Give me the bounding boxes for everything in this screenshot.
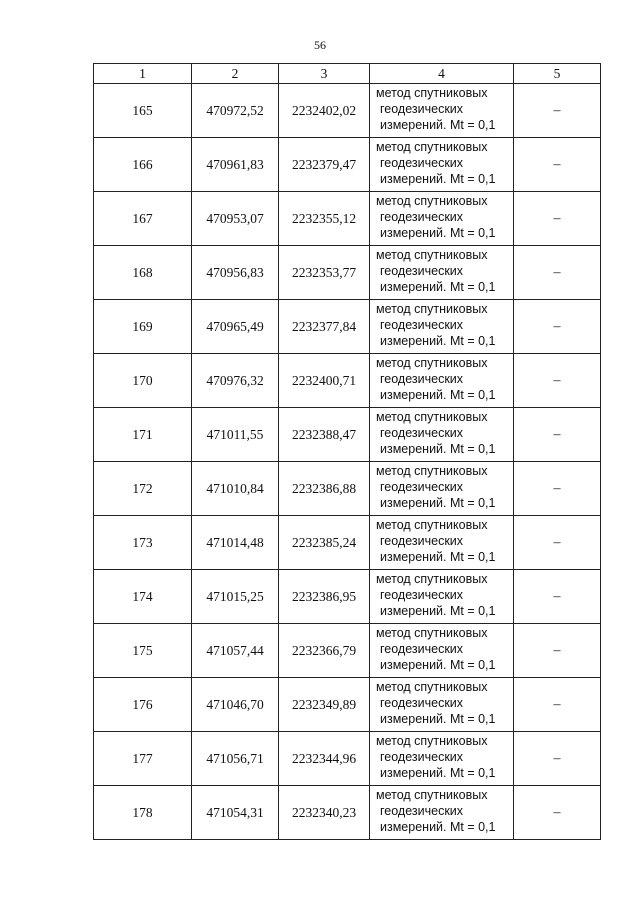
measurement-method (370, 678, 514, 732)
method-line: метод спутниковых (376, 140, 488, 154)
table-row (94, 570, 601, 624)
header-col-2: 2 (192, 64, 279, 84)
measurement-method (370, 516, 514, 570)
method-line: метод спутниковых (376, 410, 488, 424)
point-number: 167 (94, 192, 192, 246)
method-line: измерений. Mt = 0,1 (380, 226, 496, 240)
method-line: геодезических (380, 534, 464, 548)
coordinate-x: 471010,84 (192, 462, 279, 516)
coordinate-y: 2232400,71 (279, 354, 370, 408)
page-number: 56 (314, 38, 326, 52)
table-row (94, 678, 601, 732)
table-row (94, 192, 601, 246)
coordinate-y: 2232379,47 (279, 138, 370, 192)
method-line: метод спутниковых (376, 788, 488, 802)
method-line: измерений. Mt = 0,1 (380, 442, 496, 456)
coordinate-x: 471054,31 (192, 786, 279, 840)
method-line: геодезических (380, 804, 464, 818)
measurement-method (370, 354, 514, 408)
method-line: геодезических (380, 750, 464, 764)
coordinate-y: 2232386,95 (279, 570, 370, 624)
table-row (94, 84, 601, 138)
method-line: измерений. Mt = 0,1 (380, 118, 496, 132)
method-line: измерений. Mt = 0,1 (380, 604, 496, 618)
method-line: геодезических (380, 210, 464, 224)
point-number: 170 (94, 354, 192, 408)
method-line: геодезических (380, 318, 464, 332)
measurement-method (370, 786, 514, 840)
point-number: 177 (94, 732, 192, 786)
point-number: 176 (94, 678, 192, 732)
point-number: 173 (94, 516, 192, 570)
note-dash: – (514, 246, 601, 300)
note-dash: – (514, 192, 601, 246)
method-line: геодезических (380, 642, 464, 656)
header-col-5: 5 (514, 64, 601, 84)
measurement-method (370, 138, 514, 192)
coordinate-y: 2232349,89 (279, 678, 370, 732)
method-line: измерений. Mt = 0,1 (380, 280, 496, 294)
coordinate-y: 2232385,24 (279, 516, 370, 570)
table-row (94, 138, 601, 192)
coordinate-x: 471014,48 (192, 516, 279, 570)
method-line: измерений. Mt = 0,1 (380, 658, 496, 672)
method-line: измерений. Mt = 0,1 (380, 334, 496, 348)
note-dash: – (514, 678, 601, 732)
note-dash: – (514, 624, 601, 678)
note-dash: – (514, 84, 601, 138)
measurement-method (370, 732, 514, 786)
method-line: измерений. Mt = 0,1 (380, 712, 496, 726)
coordinate-x: 471056,71 (192, 732, 279, 786)
coordinate-y: 2232386,88 (279, 462, 370, 516)
measurement-method (370, 624, 514, 678)
method-line: геодезических (380, 102, 464, 116)
point-number: 174 (94, 570, 192, 624)
coordinate-x: 471015,25 (192, 570, 279, 624)
note-dash: – (514, 408, 601, 462)
coordinate-y: 2232366,79 (279, 624, 370, 678)
method-line: геодезических (380, 156, 464, 170)
method-line: метод спутниковых (376, 86, 488, 100)
method-line: измерений. Mt = 0,1 (380, 550, 496, 564)
point-number: 165 (94, 84, 192, 138)
method-line: геодезических (380, 426, 464, 440)
measurement-method (370, 408, 514, 462)
coordinate-x: 470953,07 (192, 192, 279, 246)
method-line: геодезических (380, 372, 464, 386)
coordinate-x: 470976,32 (192, 354, 279, 408)
method-line: измерений. Mt = 0,1 (380, 388, 496, 402)
table-row (94, 462, 601, 516)
method-line: метод спутниковых (376, 626, 488, 640)
table-row (94, 732, 601, 786)
coordinate-y: 2232344,96 (279, 732, 370, 786)
method-line: измерений. Mt = 0,1 (380, 172, 496, 186)
note-dash: – (514, 786, 601, 840)
measurement-method (370, 84, 514, 138)
method-line: метод спутниковых (376, 680, 488, 694)
note-dash: – (514, 516, 601, 570)
method-line: измерений. Mt = 0,1 (380, 766, 496, 780)
point-number: 175 (94, 624, 192, 678)
note-dash: – (514, 354, 601, 408)
point-number: 166 (94, 138, 192, 192)
table-row (94, 516, 601, 570)
measurement-method (370, 462, 514, 516)
note-dash: – (514, 138, 601, 192)
coordinate-x: 470965,49 (192, 300, 279, 354)
table-row (94, 408, 601, 462)
coordinate-y: 2232353,77 (279, 246, 370, 300)
point-number: 168 (94, 246, 192, 300)
table-row (94, 246, 601, 300)
method-line: метод спутниковых (376, 248, 488, 262)
coordinate-x: 470961,83 (192, 138, 279, 192)
table-row (94, 354, 601, 408)
method-line: метод спутниковых (376, 356, 488, 370)
method-line: метод спутниковых (376, 734, 488, 748)
method-line: измерений. Mt = 0,1 (380, 496, 496, 510)
measurement-method (370, 246, 514, 300)
coordinate-x: 471011,55 (192, 408, 279, 462)
method-line: геодезических (380, 696, 464, 710)
method-line: геодезических (380, 480, 464, 494)
method-line: геодезических (380, 264, 464, 278)
method-line: метод спутниковых (376, 302, 488, 316)
method-line: метод спутниковых (376, 194, 488, 208)
table-row (94, 624, 601, 678)
method-line: измерений. Mt = 0,1 (380, 820, 496, 834)
coordinate-x: 470956,83 (192, 246, 279, 300)
coordinates-table (93, 63, 601, 840)
method-line: метод спутниковых (376, 572, 488, 586)
measurement-method (370, 300, 514, 354)
point-number: 169 (94, 300, 192, 354)
coordinate-x: 470972,52 (192, 84, 279, 138)
table-header-row (94, 64, 601, 84)
header-col-1: 1 (94, 64, 192, 84)
method-line: геодезических (380, 588, 464, 602)
coordinate-y: 2232340,23 (279, 786, 370, 840)
point-number: 178 (94, 786, 192, 840)
table-row (94, 786, 601, 840)
note-dash: – (514, 300, 601, 354)
table-body (94, 84, 601, 840)
header-col-4: 4 (370, 64, 514, 84)
table-row (94, 300, 601, 354)
header-col-3: 3 (279, 64, 370, 84)
point-number: 172 (94, 462, 192, 516)
note-dash: – (514, 462, 601, 516)
coordinate-y: 2232402,02 (279, 84, 370, 138)
method-line: метод спутниковых (376, 464, 488, 478)
note-dash: – (514, 570, 601, 624)
note-dash: – (514, 732, 601, 786)
point-number: 171 (94, 408, 192, 462)
coordinate-y: 2232355,12 (279, 192, 370, 246)
coordinate-x: 471057,44 (192, 624, 279, 678)
measurement-method (370, 570, 514, 624)
method-line: метод спутниковых (376, 518, 488, 532)
coordinate-y: 2232377,84 (279, 300, 370, 354)
measurement-method (370, 192, 514, 246)
coordinate-x: 471046,70 (192, 678, 279, 732)
coordinate-y: 2232388,47 (279, 408, 370, 462)
